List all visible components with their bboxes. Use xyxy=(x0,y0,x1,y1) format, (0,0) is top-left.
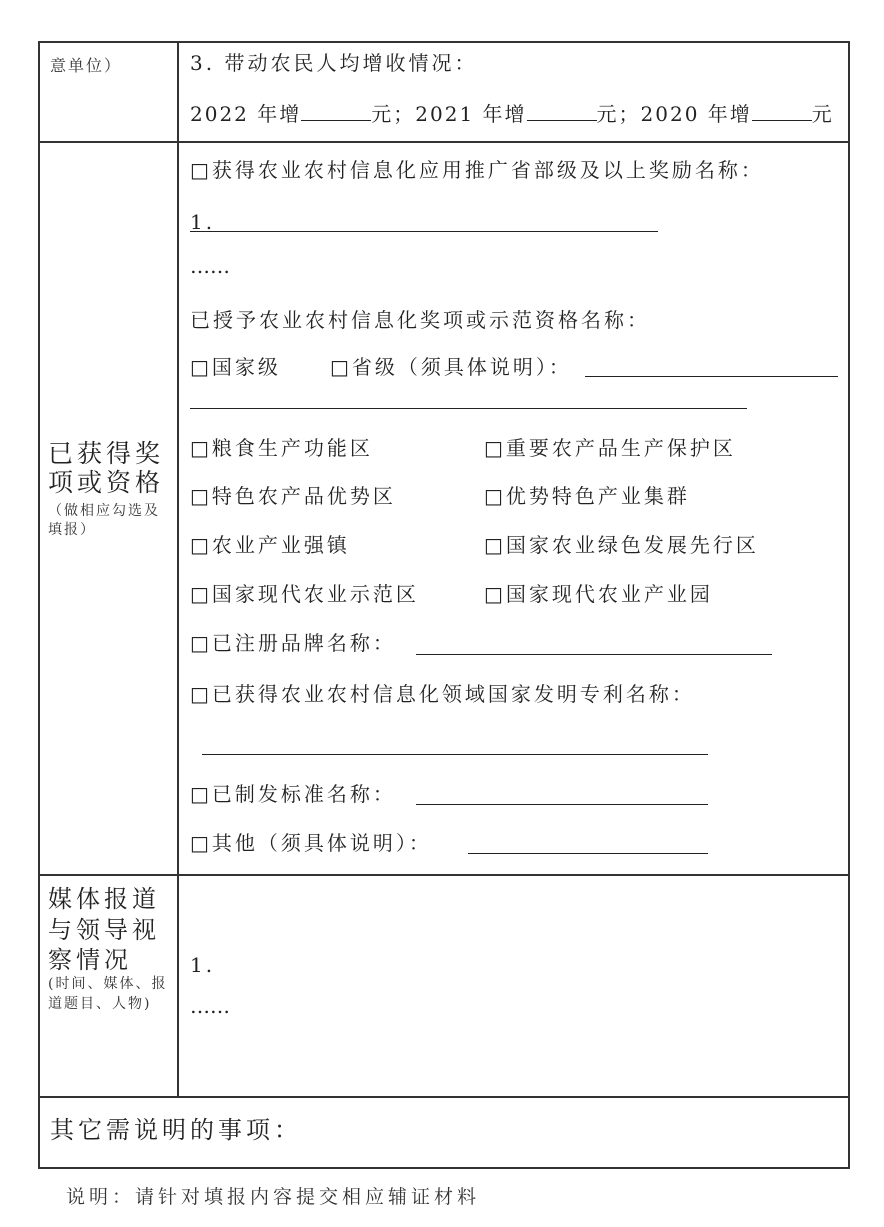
provincial-underline[interactable] xyxy=(585,376,838,377)
opt-important-checkbox[interactable]: □重要农产品生产保护区 xyxy=(484,436,736,460)
income-yuan-end: 元 xyxy=(811,102,834,126)
row1-label: 意单位） xyxy=(50,56,123,75)
award-ellipsis: …… xyxy=(190,254,230,278)
awards-label-note: （做相应勾选及填报） xyxy=(48,502,160,539)
provincial-checkbox[interactable]: □省级（须具体说明）： xyxy=(330,355,572,379)
standard-checkbox[interactable]: □已制发标准名称： xyxy=(190,782,396,806)
opt-demo-checkbox[interactable]: □国家现代农业示范区 xyxy=(190,582,419,606)
opt-green-checkbox[interactable]: □国家农业绿色发展先行区 xyxy=(484,533,759,557)
row-divider-3 xyxy=(38,1096,850,1098)
table-border-bottom xyxy=(38,1167,850,1169)
table-border-top xyxy=(38,41,850,43)
award-title[interactable]: □获得农业农村信息化应用推广省部级及以上奖励名称： xyxy=(190,158,764,182)
granted-title: 已授予农业农村信息化奖项或示范资格名称： xyxy=(190,308,650,332)
media-ellipsis: …… xyxy=(190,994,230,1018)
income-2021-label: 元；2021 年增 xyxy=(371,102,527,126)
patent-underline[interactable] xyxy=(202,754,708,755)
opt-park-checkbox[interactable]: □国家现代农业产业园 xyxy=(484,582,713,606)
award-item-1: 1. xyxy=(190,210,216,234)
media-label-main: 媒体报道与领导视察情况 xyxy=(48,885,160,975)
awards-label-block xyxy=(48,440,173,541)
income-2021-blank[interactable] xyxy=(527,102,597,121)
income-2022-blank[interactable] xyxy=(301,102,371,121)
opt-cluster-checkbox[interactable]: □优势特色产业集群 xyxy=(484,484,690,508)
row-divider-1 xyxy=(38,141,850,143)
income-2020-label: 元；2020 年增 xyxy=(596,102,752,126)
opt-grain-checkbox[interactable]: □粮食生产功能区 xyxy=(190,436,373,460)
income-2022-label: 2022 年增 xyxy=(190,102,302,126)
media-item-1: 1. xyxy=(190,953,216,977)
opt-town-checkbox[interactable]: □农业产业强镇 xyxy=(190,533,350,557)
other-matters-label: 其它需说明的事项： xyxy=(50,1116,302,1144)
income-heading: 3. 带动农民人均增收情况： xyxy=(190,51,478,75)
income-line xyxy=(190,98,834,127)
footnote: 说明：请针对填报内容提交相应辅证材料 xyxy=(66,1186,481,1208)
brand-underline[interactable] xyxy=(416,654,772,655)
national-checkbox[interactable]: □国家级 xyxy=(190,355,281,379)
award-item-1-underline[interactable] xyxy=(190,231,658,232)
media-label-note: (时间、媒体、报道题目、人物) xyxy=(48,976,168,1013)
table-border-left xyxy=(38,41,40,1169)
provincial-underline-2[interactable] xyxy=(190,408,747,409)
brand-checkbox[interactable]: □已注册品牌名称： xyxy=(190,631,396,655)
standard-underline[interactable] xyxy=(416,804,708,805)
media-label-block xyxy=(48,884,170,1015)
opt-feature-checkbox[interactable]: □特色农产品优势区 xyxy=(190,484,396,508)
row-divider-2 xyxy=(38,874,850,876)
other-checkbox[interactable]: □其他（须具体说明）： xyxy=(190,831,432,855)
awards-label-main: 已获得奖项或资格 xyxy=(48,439,165,497)
other-underline[interactable] xyxy=(468,853,708,854)
patent-checkbox[interactable]: □已获得农业农村信息化领域国家发明专利名称： xyxy=(190,682,695,706)
column-divider xyxy=(177,41,179,1097)
income-2020-blank[interactable] xyxy=(752,102,812,121)
table-border-right xyxy=(848,41,850,1169)
